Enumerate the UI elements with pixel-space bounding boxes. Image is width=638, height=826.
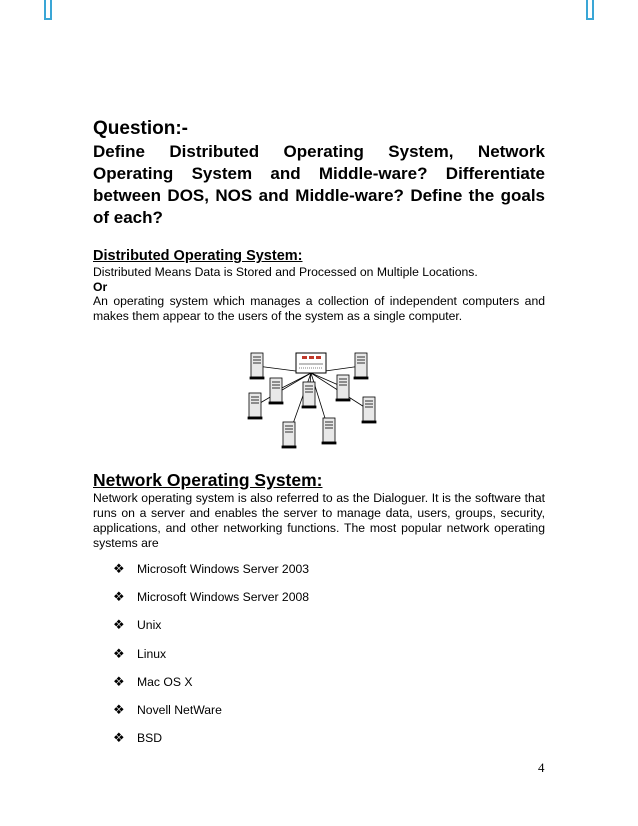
- bullet-icon: ❖: [113, 730, 125, 746]
- page-content: [93, 118, 545, 752]
- nos-list: [93, 555, 545, 752]
- question-label: Question:-: [93, 118, 188, 139]
- bullet-icon: ❖: [113, 561, 125, 577]
- network-diagram-icon: [243, 351, 379, 463]
- corner-mark-right: [586, 0, 594, 20]
- list-item: ❖ Mac OS X: [113, 673, 193, 689]
- list-item: ❖ Unix: [113, 617, 162, 633]
- bullet-icon: ❖: [113, 702, 125, 718]
- dos-heading: Distributed Operating System:: [93, 248, 303, 264]
- list-item: ❖ Linux: [113, 645, 167, 661]
- bullet-icon: ❖: [113, 617, 125, 633]
- nos-paragraph: Network operating system is also referred to as the Dialoguer. It is the software that runs on a server and enables the server to manage data, users, groups, security, applications, and other networking functions. The most popular network operating systems are: [93, 491, 545, 550]
- list-item: ❖ Microsoft Windows Server 2003: [113, 561, 310, 577]
- list-item: ❖ Microsoft Windows Server 2008: [113, 589, 310, 605]
- list-item: ❖ BSD: [113, 730, 163, 746]
- or-label: Or: [93, 280, 108, 294]
- dos-definition-2: An operating system which manages a collection of independent computers and makes them appear to the users of the system as a single computer.: [93, 294, 545, 323]
- page-number: 4: [538, 760, 545, 775]
- question-text: Define Distributed Operating System, Network Operating System and Middle-ware? Differentiate between DOS, NOS and Middle-ware? Define the goals of each?: [93, 142, 545, 227]
- bullet-icon: ❖: [113, 589, 125, 605]
- corner-mark-left: [44, 0, 52, 20]
- bullet-icon: ❖: [113, 645, 125, 661]
- nos-heading: Network Operating System:: [93, 470, 323, 490]
- list-item: ❖ Novell NetWare: [113, 702, 222, 718]
- bullet-icon: ❖: [113, 673, 125, 689]
- dos-definition-1: Distributed Means Data is Stored and Processed on Multiple Locations.: [93, 265, 478, 279]
